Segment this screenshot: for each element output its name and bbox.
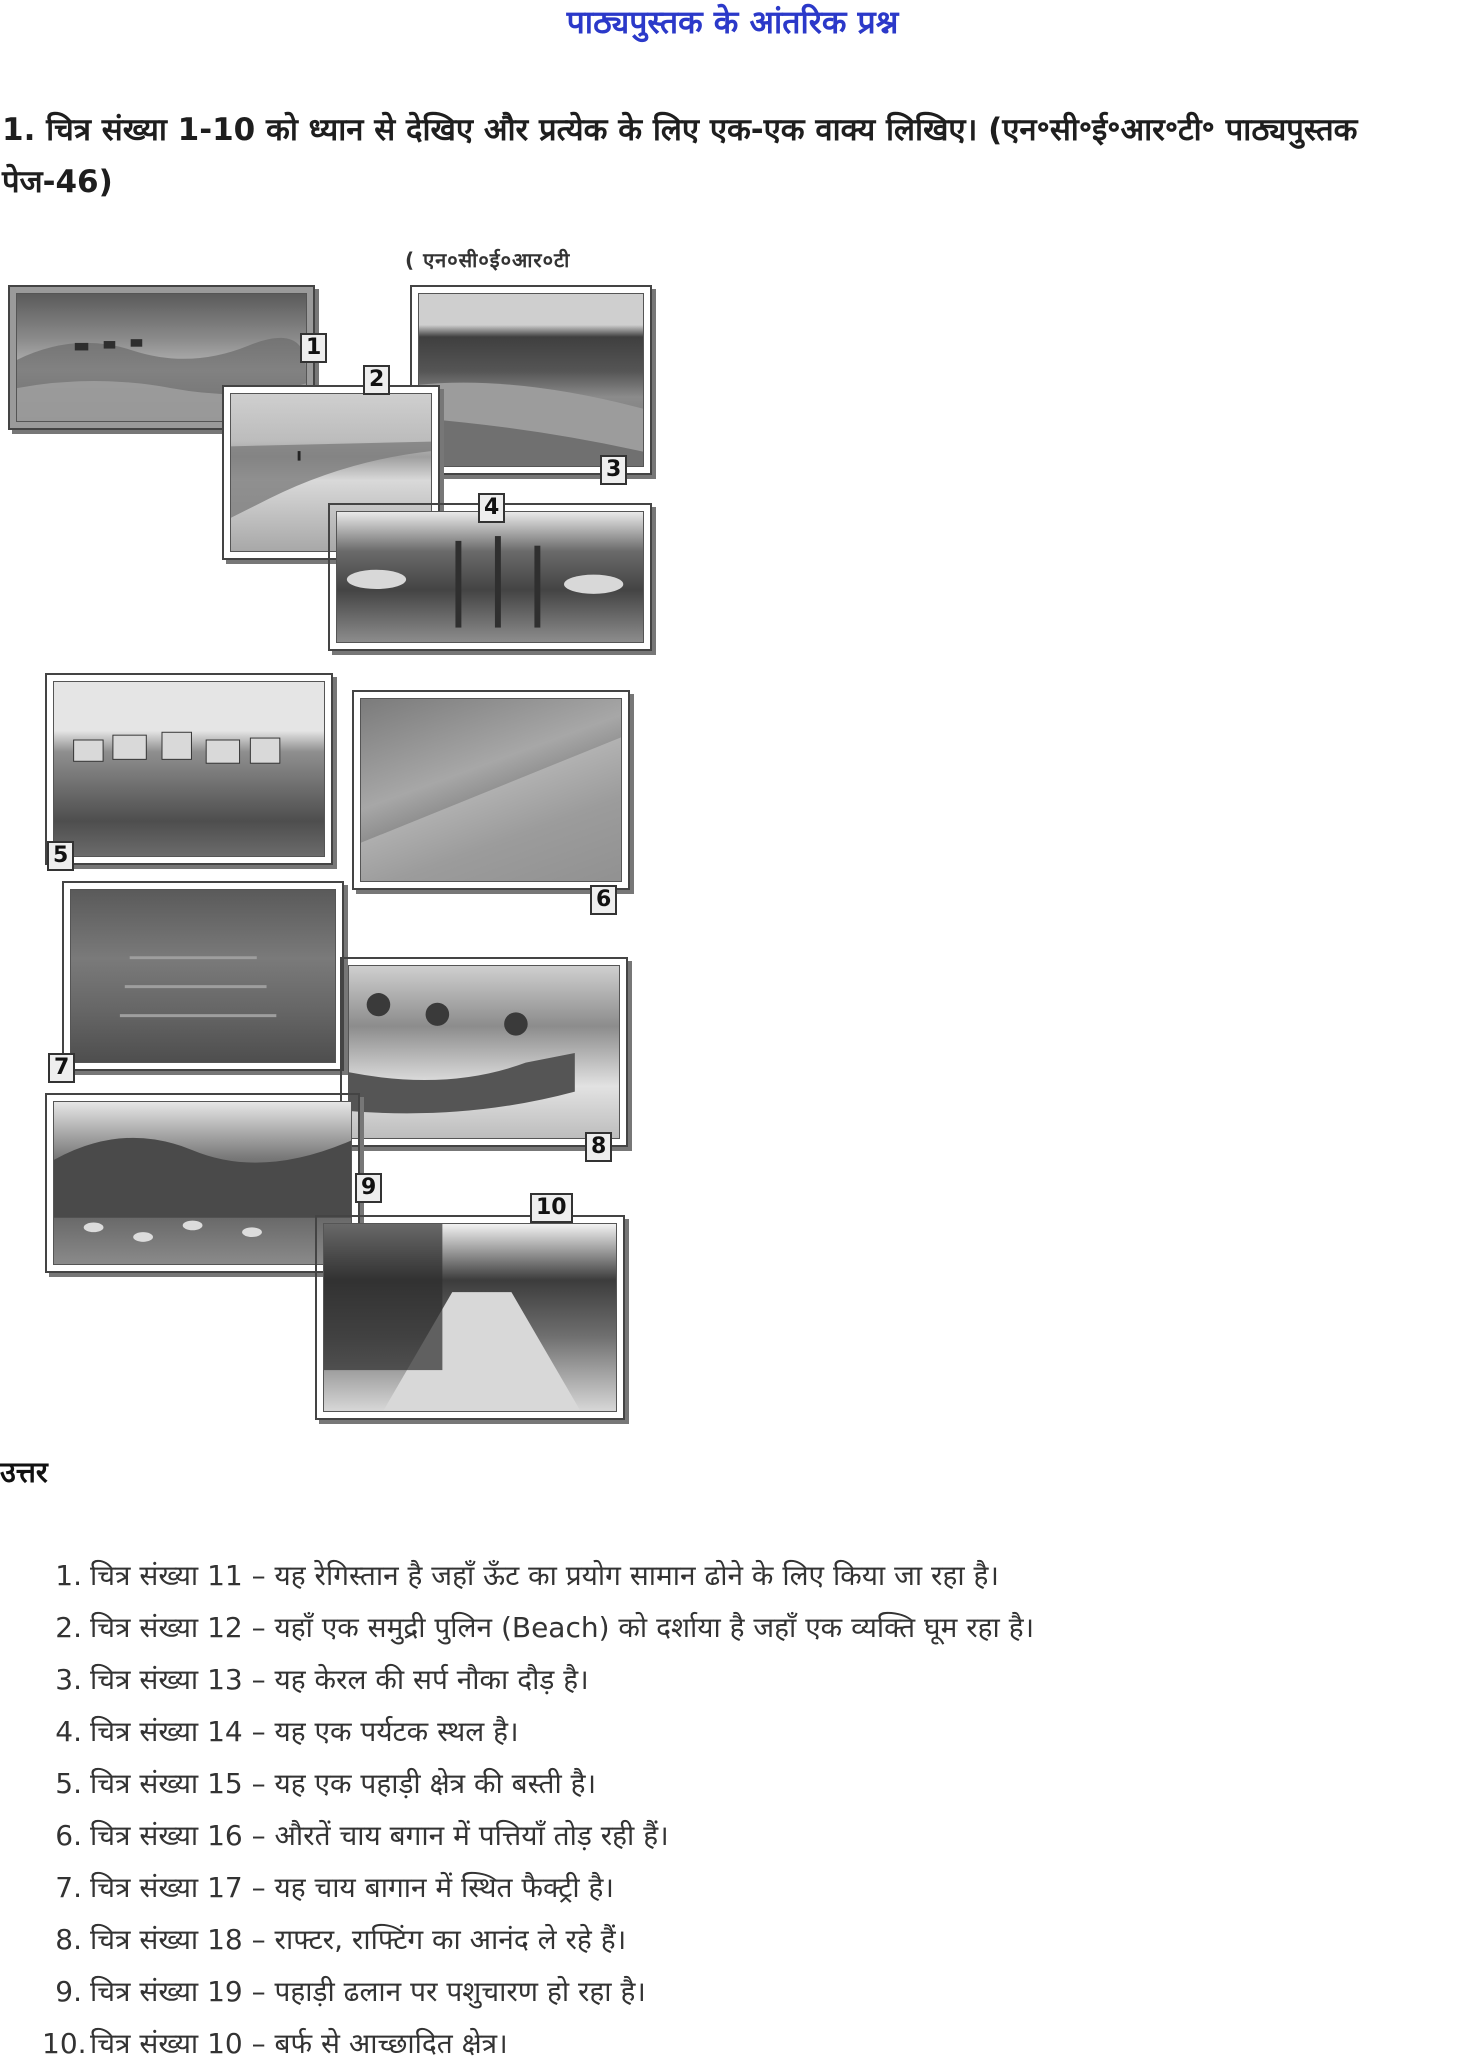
answer-heading: उत्तर	[0, 1455, 48, 1489]
answer-list	[42, 1550, 1442, 2070]
photo-9	[45, 1093, 360, 1273]
photo-label-8: 8	[585, 1132, 612, 1162]
list-item: 2. चित्र संख्या 12 – यहाँ एक समुद्री पुलिन (Beach) को दर्शाया है जहाँ एक व्यक्ति घूम रहा है।	[55, 1611, 1035, 1644]
photo-label-9: 9	[355, 1173, 382, 1203]
list-item: 7. चित्र संख्या 17 – यह चाय बागान में स्थित फैक्ट्री है।	[55, 1871, 614, 1904]
photo-4	[328, 503, 652, 651]
list-item: 1. चित्र संख्या 11 – यह रेगिस्तान है जहाँ ऊँट का प्रयोग सामान ढोने के लिए किया जा रहा है।	[55, 1559, 999, 1592]
photo-label-7: 7	[48, 1053, 75, 1083]
figure-caption: ( एन०सी०ई०आर०टी	[405, 248, 571, 272]
photo-6	[352, 690, 630, 890]
photo-label-3: 3	[600, 455, 627, 485]
photo-5	[45, 673, 333, 865]
list-item: 10. चित्र संख्या 10 – बर्फ से आच्छादित क्षेत्र।	[42, 2027, 508, 2060]
photo-label-4: 4	[478, 493, 505, 523]
photo-label-6: 6	[590, 885, 617, 915]
list-item: 5. चित्र संख्या 15 – यह एक पहाड़ी क्षेत्र की बस्ती है।	[55, 1767, 597, 1800]
photo-10	[315, 1215, 625, 1420]
photo-7	[62, 881, 344, 1071]
list-item: 3. चित्र संख्या 13 – यह केरल की सर्प नौका दौड़ है।	[55, 1663, 589, 1696]
list-item: 9. चित्र संख्या 19 – पहाड़ी ढलान पर पशुचारण हो रहा है।	[55, 1975, 646, 2008]
photo-label-10: 10	[530, 1193, 573, 1223]
list-item: 4. चित्र संख्या 14 – यह एक पर्यटक स्थल है।	[55, 1715, 519, 1748]
photo-label-5: 5	[47, 841, 74, 871]
photo-label-2: 2	[363, 365, 390, 395]
photo-label-1: 1	[300, 333, 327, 363]
photo-3	[410, 285, 652, 475]
question-text: 1. चित्र संख्या 1-10 को ध्यान से देखिए और प्रत्येक के लिए एक-एक वाक्य लिखिए। (एन॰सी॰ई॰आर॰टी॰ पाठ्यपुस्तक पेज-46)	[2, 112, 1358, 200]
photo-8	[340, 957, 628, 1147]
photo-collage	[0, 245, 680, 1425]
page-title: पाठ्यपुस्तक के आंतरिक प्रश्न	[566, 3, 899, 41]
list-item: 6. चित्र संख्या 16 – औरतें चाय बगान में पत्तियाँ तोड़ रही हैं।	[55, 1819, 669, 1852]
list-item: 8. चित्र संख्या 18 – राफ्टर, राफ्टिंग का आनंद ले रहे हैं।	[55, 1923, 627, 1956]
